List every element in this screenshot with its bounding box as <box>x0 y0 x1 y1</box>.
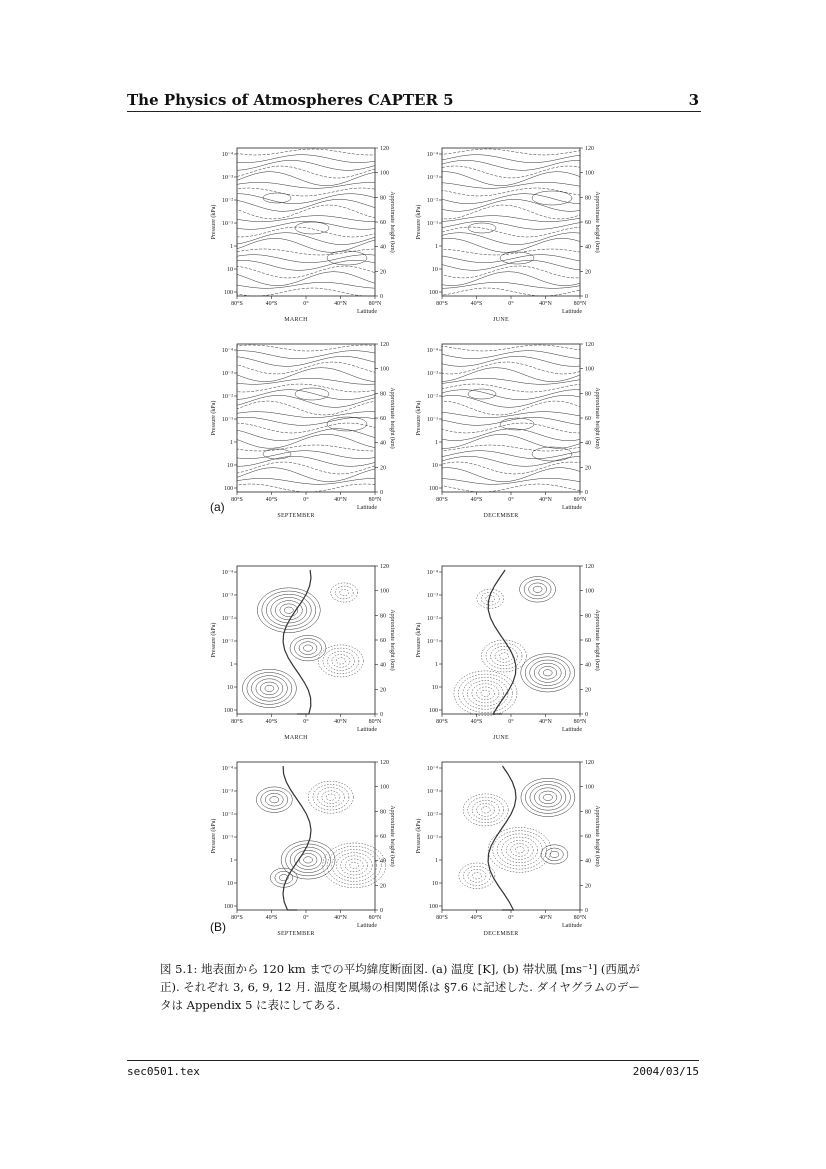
plot-frame <box>237 566 375 714</box>
pressure-tick-label: 100 <box>429 904 438 910</box>
height-tick-label: 100 <box>585 784 594 791</box>
running-footer <box>127 1060 699 1078</box>
latitude-axis-label: Latitude <box>562 309 582 315</box>
pressure-tick-label: 10⁻³ <box>427 593 438 599</box>
pressure-axis-label: Pressure (kPa) <box>211 400 217 436</box>
pressure-tick-label: 10⁻² <box>222 812 233 818</box>
panel-month-label: DECEMBER <box>483 513 519 519</box>
pressure-tick-label: 1 <box>435 440 438 446</box>
pressure-tick-label: 10⁻³ <box>222 789 233 795</box>
figure-caption <box>160 960 670 1014</box>
figure-label-a: (a) <box>210 500 225 514</box>
pressure-tick-label: 10⁻³ <box>427 789 438 795</box>
height-tick-label: 0 <box>585 294 588 300</box>
pressure-tick-label: 10⁻¹ <box>222 639 233 645</box>
pressure-tick-label: 10⁻² <box>427 812 438 818</box>
pressure-axis-label: Pressure (kPa) <box>416 204 422 240</box>
pressure-tick-label: 1 <box>230 858 233 864</box>
latitude-tick-label: 40°N <box>539 719 552 725</box>
latitude-tick-label: 40°S <box>265 301 278 307</box>
pressure-tick-label: 10 <box>227 881 233 887</box>
contour-panel <box>205 556 395 746</box>
pressure-tick-label: 100 <box>224 290 233 296</box>
panel-month-label: MARCH <box>284 317 308 323</box>
contour-panel <box>205 138 395 328</box>
height-tick-label: 40 <box>380 440 386 447</box>
plot-frame <box>442 148 580 296</box>
pressure-tick-label: 10⁻⁴ <box>221 570 233 576</box>
height-tick-label: 100 <box>380 588 389 595</box>
height-tick-label: 0 <box>380 294 383 300</box>
height-axis-label: Approximate height (km) <box>389 609 395 671</box>
latitude-tick-label: 80°S <box>436 915 448 921</box>
footer-filename: sec0501.tex <box>127 1065 200 1078</box>
panel-month-label: JUNE <box>493 317 509 323</box>
latitude-tick-label: 80°N <box>573 301 587 307</box>
pressure-tick-label: 10⁻³ <box>222 175 233 181</box>
latitude-tick-label: 40°S <box>470 915 483 921</box>
pressure-tick-label: 10⁻³ <box>427 175 438 181</box>
latitude-tick-label: 80°N <box>573 719 587 725</box>
pressure-tick-label: 10⁻³ <box>427 371 438 377</box>
pressure-tick-label: 100 <box>224 486 233 492</box>
pressure-tick-label: 1 <box>435 858 438 864</box>
pressure-tick-label: 100 <box>429 708 438 714</box>
panel-month-label: JUNE <box>493 735 509 741</box>
page-number: 3 <box>688 91 699 109</box>
panel-month-label: SEPTEMBER <box>277 931 315 937</box>
pressure-axis-label: Pressure (kPa) <box>211 204 217 240</box>
contour-panel <box>410 556 600 746</box>
height-tick-label: 120 <box>585 760 594 766</box>
height-tick-label: 80 <box>380 391 386 398</box>
pressure-tick-label: 100 <box>224 904 233 910</box>
latitude-tick-label: 80°S <box>231 915 243 921</box>
height-tick-label: 0 <box>585 712 588 718</box>
latitude-tick-label: 40°S <box>470 301 483 307</box>
latitude-tick-label: 40°N <box>539 301 552 307</box>
pressure-tick-label: 10⁻¹ <box>427 221 438 227</box>
contour-panel <box>205 334 395 524</box>
height-tick-label: 60 <box>585 834 591 840</box>
pressure-tick-label: 10 <box>227 267 233 273</box>
latitude-tick-label: 0° <box>508 719 514 725</box>
height-tick-label: 60 <box>585 220 591 226</box>
pressure-tick-label: 10⁻¹ <box>222 835 233 841</box>
plot-frame <box>442 762 580 910</box>
height-tick-label: 60 <box>380 638 386 644</box>
contour-lines <box>454 570 575 716</box>
height-axis-label: Approximate height (km) <box>389 387 395 449</box>
latitude-tick-label: 40°N <box>539 497 552 503</box>
height-tick-label: 20 <box>380 465 386 472</box>
figure-5-1 <box>205 138 625 938</box>
height-tick-label: 20 <box>585 465 591 472</box>
pressure-axis-label: Pressure (kPa) <box>416 400 422 436</box>
height-tick-label: 0 <box>380 908 383 914</box>
latitude-tick-label: 0° <box>303 497 309 503</box>
pressure-tick-label: 10⁻² <box>222 616 233 622</box>
height-tick-label: 40 <box>380 662 386 669</box>
latitude-tick-label: 0° <box>508 497 514 503</box>
height-tick-label: 60 <box>585 638 591 644</box>
latitude-tick-label: 40°N <box>334 719 347 725</box>
height-tick-label: 20 <box>585 883 591 890</box>
height-tick-label: 20 <box>380 269 386 276</box>
pressure-tick-label: 10 <box>227 685 233 691</box>
height-tick-label: 0 <box>380 490 383 496</box>
height-tick-label: 0 <box>380 712 383 718</box>
latitude-axis-label: Latitude <box>357 309 377 315</box>
height-tick-label: 40 <box>585 662 591 669</box>
height-tick-label: 120 <box>380 342 389 348</box>
height-tick-label: 80 <box>585 809 591 816</box>
footer-date: 2004/03/15 <box>632 1065 699 1078</box>
latitude-tick-label: 80°S <box>436 497 448 503</box>
height-tick-label: 20 <box>585 687 591 694</box>
height-tick-label: 80 <box>380 613 386 620</box>
pressure-tick-label: 10 <box>432 881 438 887</box>
pressure-tick-label: 10⁻¹ <box>222 417 233 423</box>
latitude-tick-label: 40°N <box>334 301 347 307</box>
latitude-tick-label: 80°N <box>573 915 587 921</box>
running-title: The Physics of Atmospheres CAPTER 5 <box>127 91 454 109</box>
height-tick-label: 40 <box>380 858 386 865</box>
caption-line-1: 図 5.1: 地表面から 120 km までの平均緯度断面図. (a) 温度 [K], (b) 帯状風 [ms⁻¹] (西風が <box>160 962 640 976</box>
pressure-tick-label: 10⁻¹ <box>427 835 438 841</box>
height-axis-label: Approximate height (km) <box>594 191 600 253</box>
latitude-tick-label: 0° <box>508 301 514 307</box>
height-tick-label: 100 <box>380 170 389 177</box>
contour-lines <box>442 345 580 492</box>
latitude-tick-label: 80°S <box>231 719 243 725</box>
panel-month-label: SEPTEMBER <box>277 513 315 519</box>
height-tick-label: 20 <box>585 269 591 276</box>
pressure-tick-label: 1 <box>230 440 233 446</box>
latitude-tick-label: 0° <box>508 915 514 921</box>
latitude-axis-label: Latitude <box>562 727 582 733</box>
latitude-tick-label: 0° <box>303 301 309 307</box>
height-tick-label: 20 <box>380 883 386 890</box>
height-tick-label: 60 <box>380 220 386 226</box>
pressure-tick-label: 10⁻² <box>427 394 438 400</box>
height-axis-label: Approximate height (km) <box>594 805 600 867</box>
latitude-tick-label: 40°S <box>265 719 278 725</box>
contour-panel <box>205 752 395 942</box>
pressure-tick-label: 10⁻¹ <box>222 221 233 227</box>
pressure-tick-label: 10⁻² <box>222 198 233 204</box>
latitude-axis-label: Latitude <box>562 505 582 511</box>
pressure-tick-label: 10⁻⁴ <box>221 152 233 158</box>
latitude-tick-label: 40°S <box>470 497 483 503</box>
pressure-axis-label: Pressure (kPa) <box>416 622 422 658</box>
height-tick-label: 60 <box>380 834 386 840</box>
height-tick-label: 100 <box>380 366 389 373</box>
pressure-tick-label: 10⁻² <box>427 616 438 622</box>
latitude-tick-label: 40°N <box>334 915 347 921</box>
pressure-tick-label: 100 <box>429 290 438 296</box>
height-tick-label: 120 <box>380 146 389 152</box>
height-axis-label: Approximate height (km) <box>594 609 600 671</box>
contour-lines <box>242 570 363 714</box>
latitude-axis-label: Latitude <box>357 505 377 511</box>
height-tick-label: 80 <box>585 613 591 620</box>
pressure-tick-label: 10⁻² <box>427 198 438 204</box>
height-tick-label: 40 <box>585 244 591 251</box>
height-tick-label: 120 <box>380 564 389 570</box>
height-axis-label: Approximate height (km) <box>389 805 395 867</box>
height-tick-label: 60 <box>585 416 591 422</box>
pressure-axis-label: Pressure (kPa) <box>211 622 217 658</box>
latitude-tick-label: 80°S <box>436 301 448 307</box>
contour-panel <box>410 752 600 942</box>
height-tick-label: 0 <box>585 490 588 496</box>
pressure-tick-label: 1 <box>230 244 233 250</box>
height-tick-label: 120 <box>585 146 594 152</box>
pressure-tick-label: 1 <box>435 662 438 668</box>
contour-lines <box>237 149 375 296</box>
pressure-tick-label: 1 <box>435 244 438 250</box>
pressure-tick-label: 10 <box>432 463 438 469</box>
height-tick-label: 40 <box>585 858 591 865</box>
latitude-tick-label: 80°N <box>368 915 382 921</box>
height-tick-label: 40 <box>380 244 386 251</box>
height-axis-label: Approximate height (km) <box>594 387 600 449</box>
height-tick-label: 80 <box>585 391 591 398</box>
pressure-tick-label: 10⁻⁴ <box>221 766 233 772</box>
height-tick-label: 100 <box>585 170 594 177</box>
pressure-tick-label: 1 <box>230 662 233 668</box>
height-axis-label: Approximate height (km) <box>389 191 395 253</box>
latitude-tick-label: 0° <box>303 915 309 921</box>
height-tick-label: 40 <box>585 440 591 447</box>
pressure-tick-label: 10 <box>432 685 438 691</box>
pressure-tick-label: 10⁻³ <box>222 593 233 599</box>
height-tick-label: 60 <box>380 416 386 422</box>
height-tick-label: 120 <box>585 564 594 570</box>
running-header <box>127 89 701 112</box>
pressure-tick-label: 10⁻¹ <box>427 417 438 423</box>
plot-frame <box>442 566 580 714</box>
contour-lines <box>256 766 385 910</box>
caption-line-2: 正). それぞれ 3, 6, 9, 12 月. 温度を風場の相関関係は §7.6 に記述した. ダイヤグラムのデー <box>160 980 640 994</box>
latitude-tick-label: 40°S <box>265 497 278 503</box>
contour-panel <box>410 138 600 328</box>
pressure-tick-label: 10⁻⁴ <box>426 348 438 354</box>
latitude-axis-label: Latitude <box>562 923 582 929</box>
height-tick-label: 100 <box>380 784 389 791</box>
figure-label-b: (B) <box>210 920 226 934</box>
pressure-tick-label: 10⁻⁴ <box>426 766 438 772</box>
latitude-tick-label: 80°N <box>368 719 382 725</box>
panel-month-label: MARCH <box>284 735 308 741</box>
pressure-tick-label: 10 <box>227 463 233 469</box>
pressure-tick-label: 100 <box>224 708 233 714</box>
latitude-tick-label: 80°N <box>368 497 382 503</box>
latitude-tick-label: 40°N <box>334 497 347 503</box>
height-tick-label: 100 <box>585 588 594 595</box>
latitude-tick-label: 40°S <box>265 915 278 921</box>
pressure-axis-label: Pressure (kPa) <box>416 818 422 854</box>
pressure-tick-label: 10⁻¹ <box>427 639 438 645</box>
height-tick-label: 80 <box>380 809 386 816</box>
latitude-axis-label: Latitude <box>357 727 377 733</box>
pressure-tick-label: 10 <box>432 267 438 273</box>
latitude-tick-label: 80°S <box>231 301 243 307</box>
contour-lines <box>442 149 580 296</box>
latitude-tick-label: 40°S <box>470 719 483 725</box>
pressure-tick-label: 10⁻⁴ <box>426 570 438 576</box>
caption-line-3: タは Appendix 5 に表にしてある. <box>160 998 341 1012</box>
height-tick-label: 80 <box>380 195 386 202</box>
pressure-tick-label: 10⁻² <box>222 394 233 400</box>
latitude-tick-label: 80°S <box>436 719 448 725</box>
height-tick-label: 120 <box>585 342 594 348</box>
latitude-tick-label: 80°N <box>368 301 382 307</box>
pressure-axis-label: Pressure (kPa) <box>211 818 217 854</box>
height-tick-label: 120 <box>380 760 389 766</box>
pressure-tick-label: 10⁻³ <box>222 371 233 377</box>
latitude-tick-label: 40°N <box>539 915 552 921</box>
latitude-tick-label: 80°S <box>231 497 243 503</box>
pressure-tick-label: 10⁻⁴ <box>426 152 438 158</box>
contour-panel <box>410 334 600 524</box>
latitude-tick-label: 80°N <box>573 497 587 503</box>
panel-month-label: DECEMBER <box>483 931 519 937</box>
contour-lines <box>237 345 375 492</box>
pressure-tick-label: 10⁻⁴ <box>221 348 233 354</box>
contour-lines <box>459 766 575 910</box>
height-tick-label: 20 <box>380 687 386 694</box>
pressure-tick-label: 100 <box>429 486 438 492</box>
latitude-axis-label: Latitude <box>357 923 377 929</box>
height-tick-label: 100 <box>585 366 594 373</box>
height-tick-label: 80 <box>585 195 591 202</box>
latitude-tick-label: 0° <box>303 719 309 725</box>
height-tick-label: 0 <box>585 908 588 914</box>
